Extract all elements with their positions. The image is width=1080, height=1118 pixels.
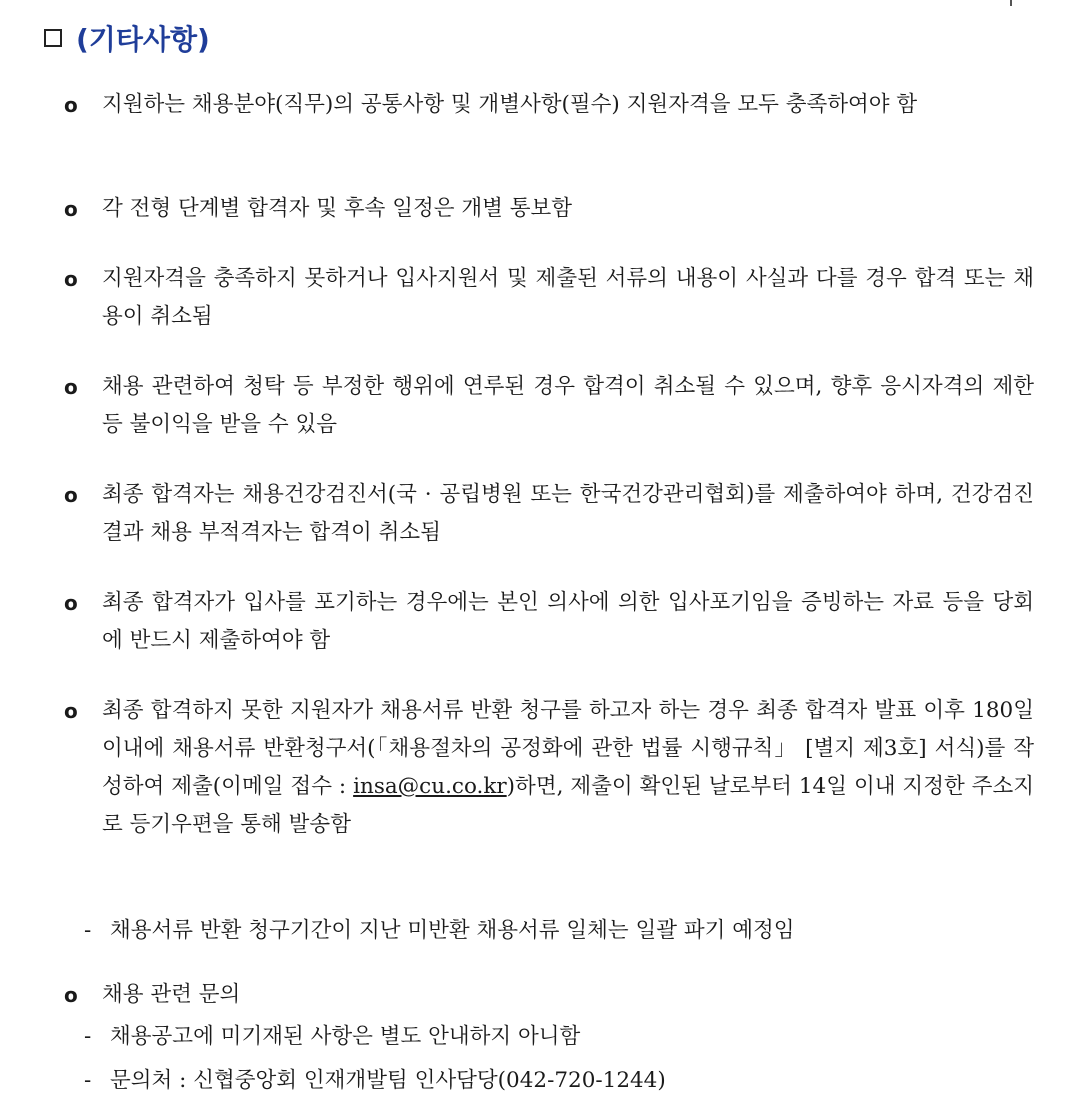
list-item-cancellation <box>64 260 1034 336</box>
email-link[interactable]: insa@cu.co.kr <box>353 774 507 799</box>
bullet-circle: o <box>64 267 78 291</box>
bullet-circle: o <box>64 591 78 615</box>
list-item-text: 채용 관련 문의 <box>102 982 241 1007</box>
bullet-circle: o <box>64 483 78 507</box>
list-item-text: 지원하는 채용분야(직무)의 공통사항 및 개별사항(필수) 지원자격을 모두 충족하여야 함 <box>102 92 918 117</box>
list-item-text: 각 전형 단계별 합격자 및 후속 일정은 개별 통보함 <box>102 196 573 221</box>
list-item-withdrawal <box>64 584 1034 660</box>
list-item-solicitation <box>64 368 1034 444</box>
sub-item-text: 문의처 : 신협중앙회 인재개발팀 인사담당(042-720-1244) <box>110 1068 666 1093</box>
sub-item-text: 채용공고에 미기재된 사항은 별도 안내하지 아니함 <box>110 1024 581 1049</box>
bullet-circle: o <box>64 983 78 1007</box>
table-edge-line <box>1010 0 1012 6</box>
section-title: (기타사항) <box>76 23 210 56</box>
bullet-dash: - <box>84 1024 92 1049</box>
list-item-notification <box>64 190 1034 228</box>
bullet-dash: - <box>84 918 92 943</box>
bullet-circle: o <box>64 699 78 723</box>
section-header <box>44 18 210 58</box>
list-item-document-return <box>64 692 1034 844</box>
list-item-text <box>102 692 1034 844</box>
list-item-text: 최종 합격자가 입사를 포기하는 경우에는 본인 의사에 의한 입사포기임을 증빙하는 자료 등을 당회에 반드시 제출하여야 함 <box>102 590 1034 653</box>
text-after-email: )하면, 제출이 확인된 날로부터 14일 이내 지정한 주소지로 등기우편을 통해 발송함 <box>102 774 1034 837</box>
sub-item-contact <box>84 1062 1034 1100</box>
list-item-text: 지원자격을 충족하지 못하거나 입사지원서 및 제출된 서류의 내용이 사실과 다를 경우 합격 또는 채용이 취소됨 <box>102 266 1034 329</box>
list-item-text: 채용 관련하여 청탁 등 부정한 행위에 연루된 경우 합격이 취소될 수 있으며, 향후 응시자격의 제한 등 불이익을 받을 수 있음 <box>102 374 1034 437</box>
text-before-email: 최종 합격하지 못한 지원자가 채용서류 반환 청구를 하고자 하는 경우 최종 합격자 발표 이후 180일 이내에 채용서류 반환청구서(「채용절차의 공정화에 관한 법률 시행규칙」 [별지 제3호] 서식)를 작성하여 제출(이메일 접수 : <box>102 698 1034 799</box>
bullet-circle: o <box>64 375 78 399</box>
bullet-circle: o <box>64 197 78 221</box>
sub-item-disposal <box>84 912 1034 950</box>
checkbox-square-icon <box>44 29 62 47</box>
list-item-eligibility <box>64 86 1034 124</box>
bullet-dash: - <box>84 1068 92 1093</box>
list-item-health-check <box>64 476 1034 552</box>
sub-item-no-notice <box>84 1018 1034 1056</box>
bullet-circle: o <box>64 93 78 117</box>
sub-item-text: 채용서류 반환 청구기간이 지난 미반환 채용서류 일체는 일괄 파기 예정임 <box>110 918 795 943</box>
list-item-text: 최종 합격자는 채용건강검진서(국 · 공립병원 또는 한국건강관리협회)를 제출하여야 하며, 건강검진결과 채용 부적격자는 합격이 취소됨 <box>102 482 1034 545</box>
list-item-inquiry <box>64 976 1034 1014</box>
